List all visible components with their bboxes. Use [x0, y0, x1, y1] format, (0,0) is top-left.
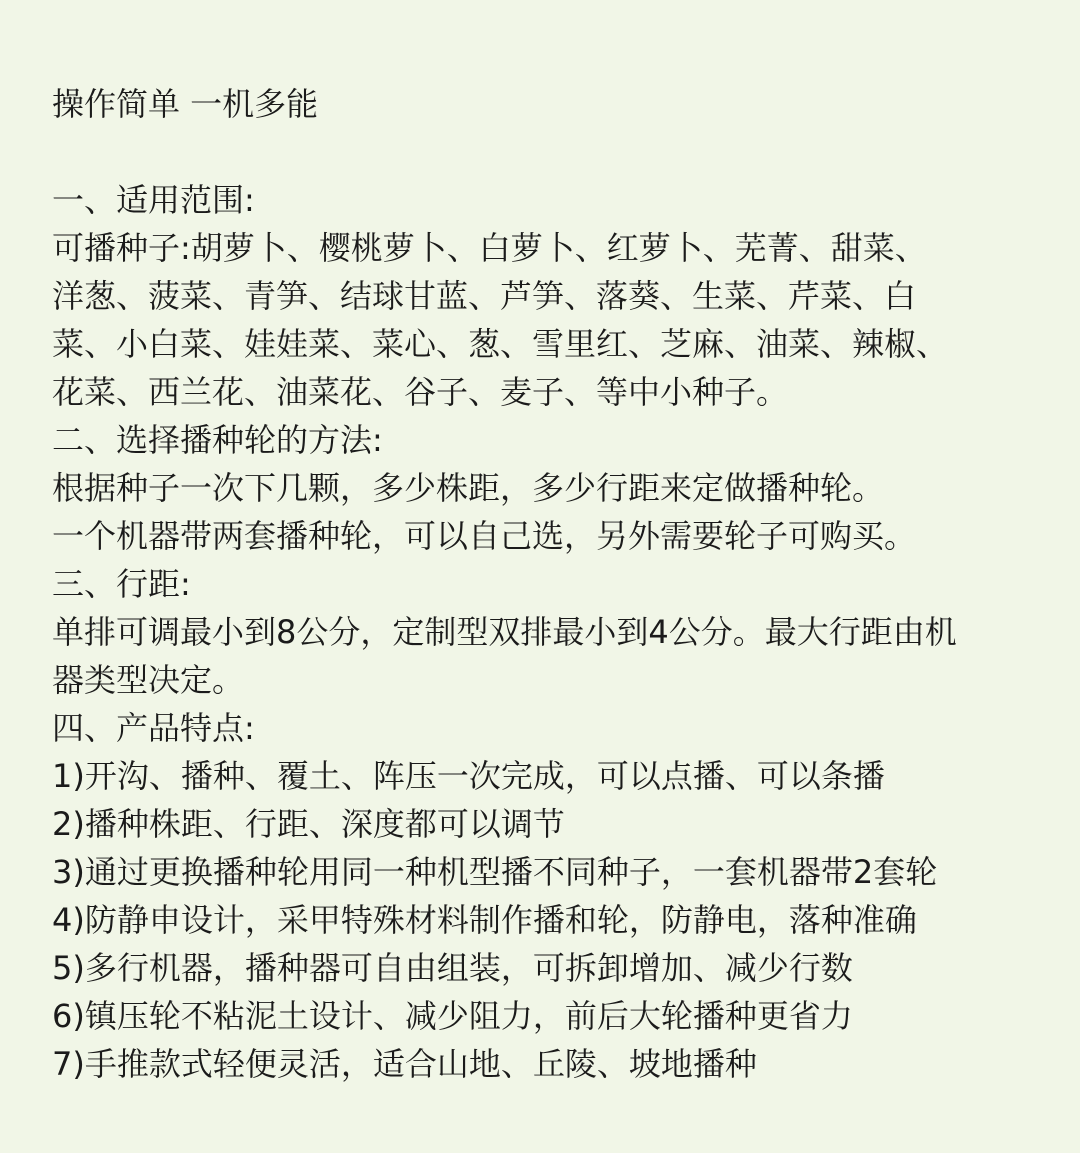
text-line: 菜、小白菜、娃娃菜、菜心、葱、雪里红、芝麻、油菜、辣椒、 [52, 325, 949, 363]
text-line: 器类型决定。 [52, 661, 245, 699]
feature-item: 7)手推款式轻便灵活，适合山地、丘陵、坡地播种 [52, 1045, 757, 1083]
feature-item: 1)开沟、播种、覆土、阵压一次完成，可以点播、可以条播 [52, 757, 885, 795]
section-heading-row-spacing: 三、行距: [52, 565, 191, 603]
text-line: 花菜、西兰花、油菜花、谷子、麦子、等中小种子。 [52, 373, 789, 411]
feature-item: 3)通过更换播种轮用同一种机型播不同种子，一套机器带2套轮 [52, 853, 938, 891]
feature-item: 2)播种株距、行距、深度都可以调节 [52, 805, 565, 843]
section-heading-wheel-method: 二、选择播种轮的方法: [52, 421, 383, 459]
text-line: 根据种子一次下几颗，多少株距，多少行距来定做播种轮。 [52, 469, 885, 507]
text-line: 可播种子:胡萝卜、樱桃萝卜、白萝卜、红萝卜、芜菁、甜菜、 [52, 229, 927, 267]
feature-item: 5)多行机器，播种器可自由组装，可拆卸增加、减少行数 [52, 949, 853, 987]
section-heading-scope: 一、适用范围: [52, 181, 255, 219]
text-line: 洋葱、菠菜、青笋、结球甘蓝、芦笋、落葵、生菜、芹菜、白 [52, 277, 917, 315]
document-title: 操作简单 一机多能 [52, 85, 319, 123]
section-heading-features: 四、产品特点: [52, 709, 255, 747]
text-line: 一个机器带两套播种轮，可以自己选，另外需要轮子可购买。 [52, 517, 917, 555]
document-body [52, 80, 1037, 1088]
text-line: 单排可调最小到8公分，定制型双排最小到4公分。最大行距由机 [52, 613, 957, 651]
feature-item: 4)防静申设计，采甲特殊材料制作播和轮，防静电，落种准确 [52, 901, 917, 939]
feature-item: 6)镇压轮不粘泥土设计、减少阻力，前后大轮播种更省力 [52, 997, 853, 1035]
